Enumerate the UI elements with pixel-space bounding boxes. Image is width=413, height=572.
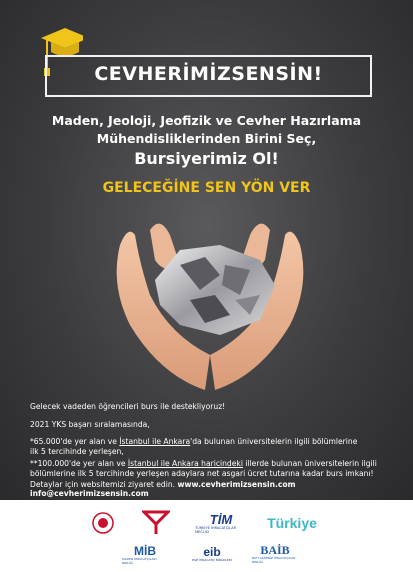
page-title: CEVHERİMİZSENSİN! bbox=[94, 63, 323, 85]
tim-logo-subtext: TÜRKİYE İHRACATÇILAR MECLİSİ bbox=[195, 525, 237, 534]
criteria-2-underline: İstanbul ile Ankara haricindeki bbox=[127, 459, 243, 468]
email-link[interactable]: info@cevherimizsensin.com bbox=[30, 489, 149, 498]
baib-logo-text: BAİB bbox=[260, 543, 290, 557]
details-line bbox=[30, 480, 400, 498]
mib-logo bbox=[122, 542, 168, 568]
hands-holding-ore-image bbox=[110, 205, 310, 395]
sponsor-logos bbox=[0, 500, 413, 572]
title-box bbox=[45, 55, 372, 97]
mib-logo-text: MİB bbox=[134, 544, 156, 558]
subtitle-line-1: Maden, Jeoloji, Jeofizik ve Cevher Hazırlama bbox=[51, 113, 362, 128]
tim-logo bbox=[195, 510, 247, 536]
criteria-2-text-c: bölümlerine ilk 5 tercihinde yerleşen adaylara net asgari ücret tutarına kadar burs imkanı! bbox=[30, 469, 374, 478]
eib-logo-subtext: EGE İHRACATÇI BİRLİKLERİ bbox=[192, 558, 232, 562]
website-link[interactable]: www.cevherimizsensin.com bbox=[177, 480, 296, 489]
info-ranking: 2021 YKS başarı sıralamasında, bbox=[30, 420, 150, 429]
ministry-seal-logo bbox=[92, 512, 114, 534]
subtitle-line-2: Mühendisliklerinden Birini Seç, bbox=[96, 131, 317, 146]
baib-logo-subtext: BATI AKDENİZ İHRACATÇILAR BİRLİĞİ bbox=[252, 556, 296, 564]
tim-logo-text: TİM bbox=[209, 511, 233, 527]
criteria-1-text-a: *65.000'de yer alan ve bbox=[30, 437, 120, 446]
criteria-1-text-b: 'da bulunan üniversitelerin ilgili bölümlerine bbox=[190, 437, 358, 446]
eib-logo bbox=[192, 540, 232, 568]
criteria-2-text-b: illerde bulunan üniversitelerin ilgili bbox=[242, 459, 377, 468]
turkiye-logo bbox=[262, 512, 322, 534]
mib-logo-subtext: MADEN İHRACATÇILARI BİRLİĞİ bbox=[122, 557, 157, 565]
tagline: GELECEĞİNE SEN YÖN VER bbox=[102, 180, 311, 196]
eib-logo-text: eib bbox=[203, 545, 221, 559]
info-criteria-2 bbox=[30, 459, 400, 479]
subtitle-line-3: Bursiyerimiz Ol! bbox=[134, 149, 279, 168]
yok-logo bbox=[142, 510, 170, 536]
details-prefix: Detaylar için websitemizi ziyaret edin. bbox=[30, 480, 176, 489]
criteria-2-text-a: **100.000'de yer alan ve bbox=[30, 459, 128, 468]
info-intro: Gelecek vadeden öğrencileri burs ile destekliyoruz! bbox=[30, 402, 226, 411]
baib-logo bbox=[252, 540, 298, 568]
criteria-1-underline: İstanbul ile Ankara bbox=[119, 437, 191, 446]
info-criteria-1 bbox=[30, 437, 400, 457]
turkiye-logo-text: Türkiye bbox=[267, 515, 317, 531]
criteria-1-text-c: ilk 5 tercihinde yerleşen, bbox=[30, 447, 124, 456]
